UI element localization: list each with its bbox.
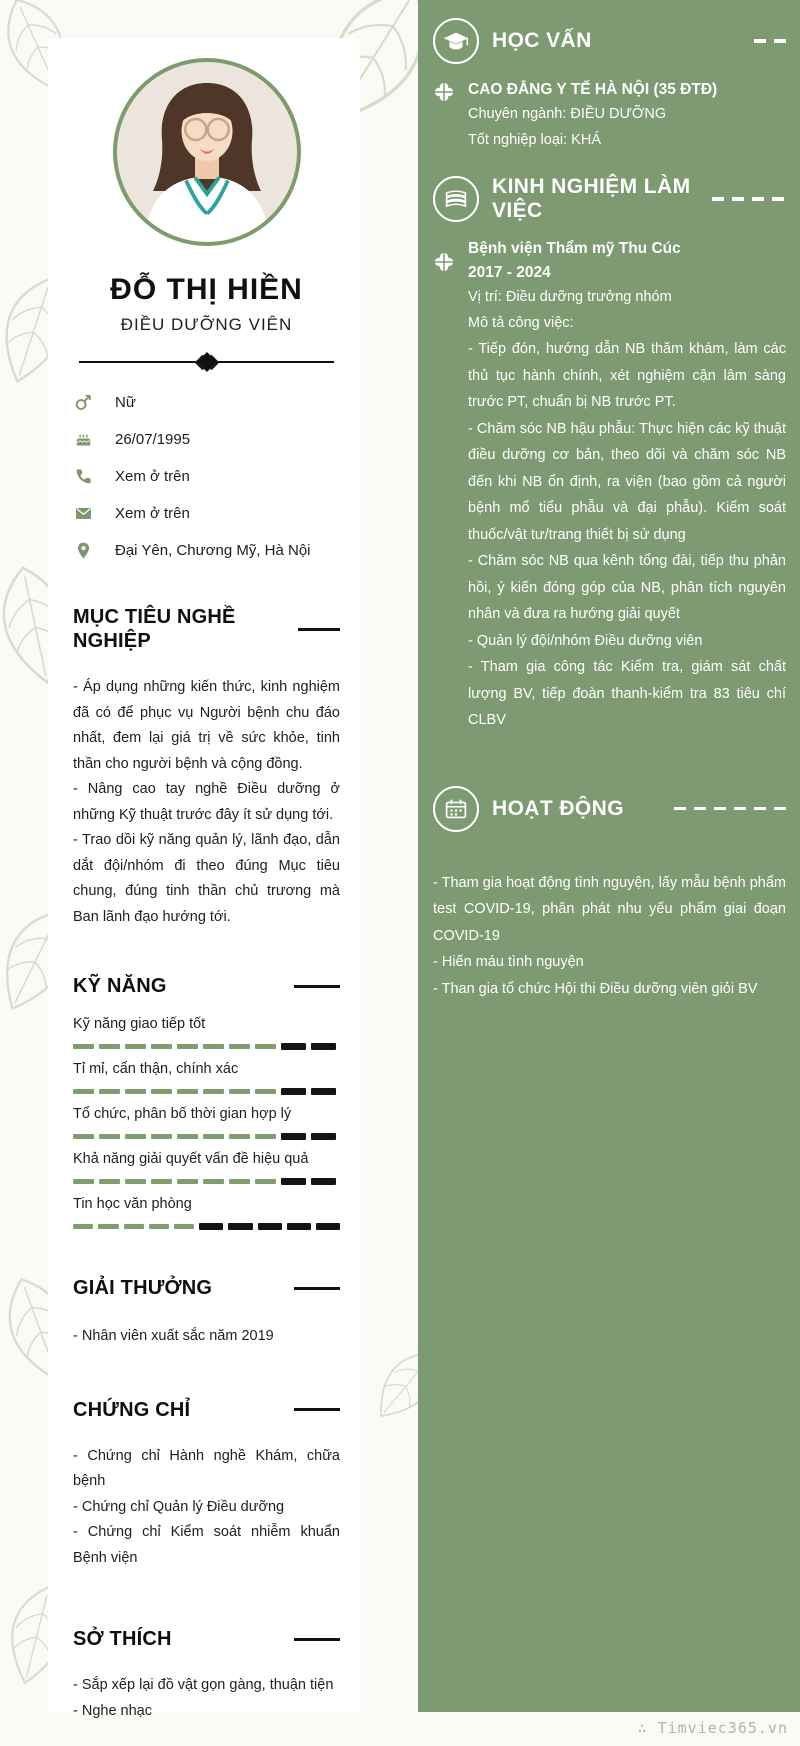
skill-segment-filled — [177, 1179, 198, 1184]
header-rule — [298, 628, 340, 631]
info-row-birthday — [73, 421, 340, 458]
skill-segment-filled — [255, 1179, 276, 1184]
section-certificates — [73, 1398, 340, 1572]
skill-segment-filled — [177, 1134, 198, 1139]
left-column — [48, 38, 360, 1719]
objective-paragraph: - Trao dồi kỹ năng quản lý, lãnh đạo, dẫn dắt đội/nhóm đi theo đúng Mục tiêu chung, đúng tinh thần chủ trương mà Ban lãnh đạo hướng tới. — [73, 832, 340, 925]
experience-entry — [433, 237, 786, 734]
skill-segment-filled — [203, 1134, 224, 1139]
certificate-item: - Chứng chỉ Kiểm soát nhiễm khuẩn Bệnh viện — [73, 1524, 340, 1566]
books-icon — [433, 176, 479, 222]
skill-segment-empty — [199, 1223, 223, 1230]
skill-segment-filled — [177, 1089, 198, 1094]
skill-segment-filled — [255, 1089, 276, 1094]
work-detail: - Tiếp đón, hướng dẫn NB thăm khám, làm các thủ tục hành chính, xét nghiệm cận lâm sàng trước PT, chuẩn bị NB trước PT. — [468, 341, 786, 410]
skill-segment-empty — [311, 1088, 336, 1095]
skill-segment-filled — [177, 1044, 198, 1049]
clover-icon — [433, 237, 468, 734]
work-description-label: Mô tả công việc: — [468, 314, 574, 331]
certificates-list — [73, 1444, 340, 1572]
email-value: Xem ở trên — [115, 505, 190, 522]
skill-label: Tỉ mỉ, cẩn thận, chính xác — [73, 1061, 239, 1077]
info-row-address — [73, 532, 340, 569]
skill-segment-empty — [258, 1223, 282, 1230]
header-dashes — [754, 39, 786, 42]
education-major: Chuyên ngành: ĐIỀU DƯỠNG — [468, 106, 667, 122]
certificates-title: CHỨNG CHỈ — [73, 1398, 191, 1421]
skill-segment-empty — [311, 1133, 336, 1140]
skill-segment-filled — [99, 1179, 120, 1184]
skill-segment-filled — [203, 1179, 224, 1184]
skill-segment-empty — [228, 1223, 252, 1230]
skill-segment-filled — [98, 1224, 118, 1229]
skill-item — [73, 1012, 340, 1050]
gender-icon — [73, 393, 93, 413]
header-rule — [294, 985, 340, 988]
certificate-item: - Chứng chỉ Hành nghề Khám, chữa bệnh — [73, 1447, 340, 1489]
skill-segment-empty — [287, 1223, 311, 1230]
skill-segment-filled — [229, 1044, 250, 1049]
skill-segment-filled — [174, 1224, 194, 1229]
skill-segment-filled — [73, 1179, 94, 1184]
education-grade: Tốt nghiệp loại: KHÁ — [468, 131, 601, 148]
skill-level-bar — [73, 1223, 340, 1230]
skill-segment-empty — [311, 1043, 336, 1050]
skill-segment-filled — [99, 1044, 120, 1049]
avatar-illustration — [117, 62, 297, 242]
section-objective — [73, 605, 340, 930]
personal-info-list — [73, 384, 340, 569]
right-column — [418, 0, 800, 1712]
objective-text — [73, 675, 340, 930]
watermark: ∴ Timviec365.vn — [637, 1719, 788, 1737]
skill-level-bar — [73, 1133, 340, 1140]
phone-value: Xem ở trên — [115, 468, 190, 485]
awards-list — [73, 1324, 340, 1350]
skill-segment-filled — [149, 1224, 169, 1229]
skill-segment-empty — [281, 1088, 306, 1095]
awards-title: GIẢI THƯỞNG — [73, 1277, 213, 1299]
school-name: CAO ĐẲNG Y TẾ HÀ NỘI (35 ĐTĐ) — [468, 81, 718, 98]
graduation-cap-icon — [433, 18, 479, 64]
candidate-name: ĐỖ THỊ HIỀN — [110, 273, 303, 306]
skill-segment-filled — [255, 1134, 276, 1139]
activities-list — [433, 870, 786, 1003]
skill-segment-filled — [125, 1134, 146, 1139]
birthday-icon — [73, 430, 93, 450]
skill-segment-filled — [73, 1224, 93, 1229]
info-row-gender — [73, 384, 340, 421]
hobby-item: - Sắp xếp lại đồ vật gọn gàng, thuận tiện — [73, 1677, 334, 1693]
section-hobbies — [73, 1627, 340, 1724]
skill-segment-empty — [281, 1178, 306, 1185]
skill-level-bar — [73, 1088, 340, 1095]
work-position: Vị trí: Điều dưỡng trưởng nhóm — [468, 289, 672, 305]
activities-title: HOẠT ĐỘNG — [492, 796, 624, 820]
skill-segment-filled — [255, 1044, 276, 1049]
skill-segment-filled — [151, 1179, 172, 1184]
skill-segment-filled — [73, 1134, 94, 1139]
company-name: Bệnh viện Thẩm mỹ Thu Cúc — [468, 240, 681, 257]
skill-segment-empty — [281, 1133, 306, 1140]
avatar — [113, 58, 301, 246]
skill-item — [73, 1102, 340, 1140]
skill-segment-filled — [125, 1089, 146, 1094]
hobby-item: - Nghe nhạc — [73, 1702, 152, 1719]
education-entry — [433, 78, 786, 153]
work-detail: - Chăm sóc NB qua kênh tổng đài, tiếp thu phản hồi, ý kiến đóng góp của NB, phân tích nguyên nhân và đưa ra hướng giải quyết — [468, 553, 786, 622]
experience-title: KINH NGHIỆM LÀM VIỆC — [492, 175, 691, 222]
location-icon — [73, 541, 93, 561]
diamond-filled-icon — [197, 352, 217, 372]
skill-segment-filled — [151, 1089, 172, 1094]
section-skills — [73, 974, 340, 1230]
objective-paragraph: - Áp dụng những kiến thức, kinh nghiệm đã có để phục vụ Người bệnh chu đáo nhất, đem lại giá trị về sức khỏe, tinh thần cho người bệnh và cộng đồng. — [73, 679, 340, 772]
skill-item — [73, 1057, 340, 1095]
header-rule — [294, 1287, 340, 1290]
skill-segment-filled — [203, 1044, 224, 1049]
gender-value: Nữ — [115, 394, 136, 411]
address-value: Đại Yên, Chương Mỹ, Hà Nội — [115, 542, 311, 559]
skill-segment-filled — [125, 1044, 146, 1049]
skill-segment-empty — [311, 1178, 336, 1185]
clover-icon — [433, 78, 468, 153]
skill-segment-empty — [281, 1043, 306, 1050]
candidate-job-title: ĐIỀU DƯỠNG VIÊN — [120, 315, 293, 334]
section-experience-header — [433, 175, 786, 223]
header-rule — [294, 1408, 340, 1411]
activity-item: - Tham gia hoạt động tình nguyện, lấy mẫu bệnh phẩm test COVID-19, phân phát nhu yếu phẩm giai đoạn COVID-19 — [433, 874, 786, 944]
skill-label: Tin học văn phòng — [73, 1196, 192, 1212]
skill-segment-empty — [316, 1223, 340, 1230]
skill-item — [73, 1147, 340, 1185]
work-detail: - Chăm sóc NB hậu phẫu: Thực hiện các kỹ thuật điều dưỡng cơ bản, theo dõi và chăm sóc NB đến khi NB ổn định, ra viện (bao gồm cả người bệnh mổ tiểu phẫu và đại phẫu). Kiểm soát thuốc/vật tư/trang thiết bị sử dụng — [468, 420, 786, 543]
work-detail: - Tham gia công tác Kiểm tra, giám sát chất lượng BV, tiếp đoàn thanh-kiểm tra 83 tiêu chí CLBV — [468, 659, 786, 728]
skill-segment-filled — [151, 1044, 172, 1049]
certificate-item: - Chứng chỉ Quản lý Điều dưỡng — [73, 1498, 285, 1515]
work-period: 2017 - 2024 — [468, 264, 551, 281]
header-dashes — [712, 197, 786, 200]
work-detail: - Quản lý đội/nhóm Điều dưỡng viên — [468, 632, 703, 649]
skill-segment-filled — [99, 1089, 120, 1094]
hobbies-list — [73, 1673, 340, 1724]
activity-item: - Than gia tổ chức Hội thi Điều dưỡng viên giỏi BV — [433, 980, 758, 997]
education-title: HỌC VẤN — [492, 29, 592, 52]
objective-paragraph: - Nâng cao tay nghề Điều dưỡng ở những Kỹ thuật trước đây ít sử dụng tới. — [73, 781, 340, 823]
skills-title: KỸ NĂNG — [73, 975, 167, 997]
skill-segment-filled — [229, 1179, 250, 1184]
activity-item: - Hiến máu tình nguyện — [433, 954, 584, 970]
email-icon — [73, 504, 93, 524]
birthday-value: 26/07/1995 — [115, 431, 191, 448]
skill-segment-filled — [203, 1089, 224, 1094]
objective-title: MỤC TIÊU NGHỀ NGHIỆP — [73, 606, 236, 652]
skills-list — [73, 1012, 340, 1230]
skill-segment-filled — [124, 1224, 144, 1229]
skill-level-bar — [73, 1178, 340, 1185]
skill-label: Tổ chức, phân bố thời gian hợp lý — [73, 1106, 292, 1122]
skill-segment-filled — [73, 1044, 94, 1049]
section-education-header — [433, 18, 786, 64]
section-awards — [73, 1276, 340, 1350]
skill-item — [73, 1192, 340, 1230]
skill-segment-filled — [229, 1134, 250, 1139]
skill-segment-filled — [99, 1134, 120, 1139]
info-row-email — [73, 495, 340, 532]
hobbies-title: SỞ THÍCH — [73, 1628, 172, 1650]
header-rule — [294, 1638, 340, 1641]
calendar-icon — [433, 786, 479, 832]
section-activities-header — [433, 786, 786, 832]
info-row-phone — [73, 458, 340, 495]
skill-label: Kỹ năng giao tiếp tốt — [73, 1016, 206, 1032]
skill-segment-filled — [125, 1179, 146, 1184]
diamond-divider — [79, 354, 334, 370]
header-dashes — [674, 807, 786, 810]
phone-icon — [73, 467, 93, 487]
skill-segment-filled — [151, 1134, 172, 1139]
skill-segment-filled — [229, 1089, 250, 1094]
skill-level-bar — [73, 1043, 340, 1050]
award-item: - Nhân viên xuất sắc năm 2019 — [73, 1328, 274, 1344]
skill-segment-filled — [73, 1089, 94, 1094]
skill-label: Khả năng giải quyết vấn đề hiệu quả — [73, 1151, 309, 1167]
